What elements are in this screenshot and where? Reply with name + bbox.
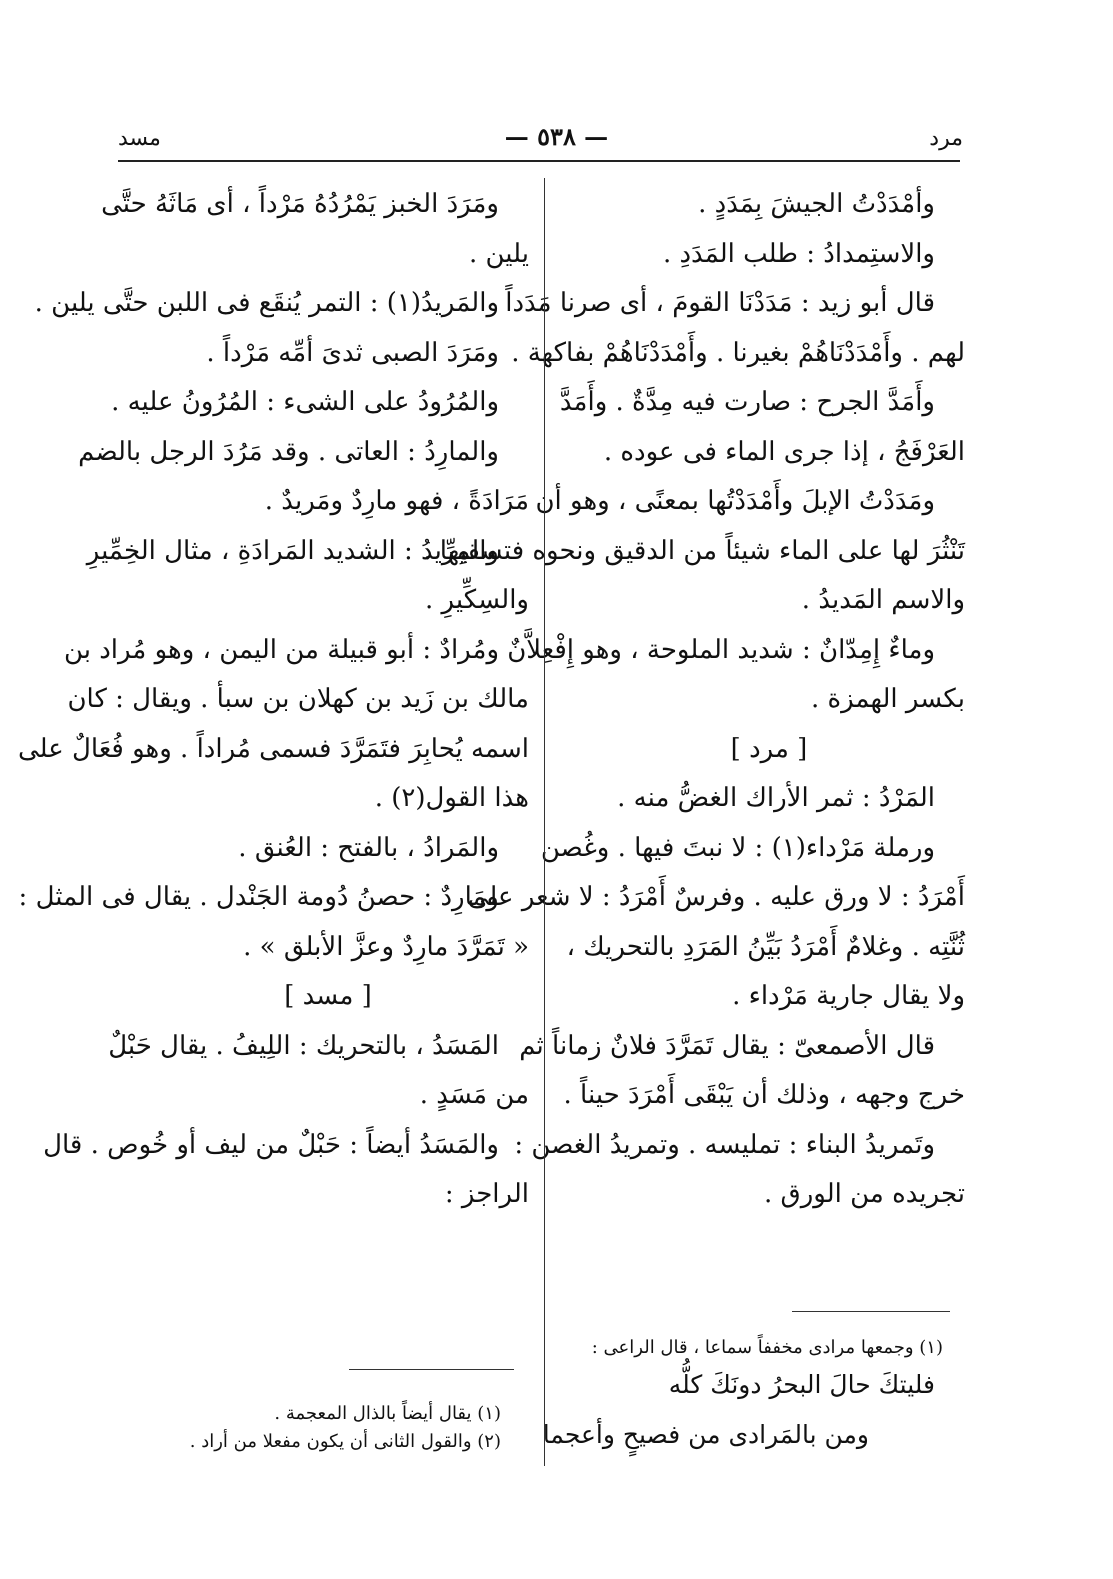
- text-line: يلين .: [468, 238, 529, 269]
- text-line: والاستِمدادُ : طلب المَدَدِ .: [662, 238, 935, 269]
- text-line: مَرَادَةً ، فهو مارِدٌ ومَريدٌ .: [264, 486, 529, 516]
- text-line: ورملة مَرْداء(١) : لا نبتَ فيها . وغُصن: [540, 832, 935, 863]
- text-line: قال أبو زيد : مَدَدْنَا القومَ ، أى صرنا مَدَداً: [505, 288, 935, 318]
- header-root-word-right: مرد: [929, 126, 963, 151]
- text-line: من مَسَدٍ .: [419, 1080, 529, 1110]
- text-line: خرج وجهه ، وذلك أن يَبْقَى أَمْرَدَ حيناً .: [563, 1080, 965, 1110]
- text-line: العَرْفَجُ ، إذا جرى الماء فى عوده .: [603, 436, 965, 467]
- text-line: أَمْرَدُ : لا ورق عليه . وفرسٌ أَمْرَدُ : لا شعر على: [467, 882, 965, 912]
- text-line: والمَسَدُ أيضاً : حَبْلٌ من ليف أو خُوص . قال: [43, 1129, 499, 1160]
- footnote-left-2: (٢) والقول الثانى أن يكون مفعلا من أراد .: [189, 1431, 501, 1452]
- left-column: [17, 180, 529, 1220]
- text-line: « تَمَرَّدَ مارِدٌ وعزَّ الأبلق » .: [243, 931, 529, 962]
- text-line: تجريده من الورق .: [764, 1179, 965, 1209]
- text-line: ومَارِدٌ : حصنُ دُومة الجَنْدل . يقال فى المثل :: [18, 882, 499, 912]
- text-line: لهم . وأَمْدَدْنَاهُمْ بغيرنا . وأَمْدَدْنَاهُمْ بفاكهة .: [511, 337, 965, 368]
- text-line: مالك بن زَيد بن كهلان بن سبأ . ويقال : كان: [67, 684, 529, 714]
- text-line: والسِكِّيرِ .: [425, 585, 529, 615]
- text-line: والمَرادُ ، بالفتح : العُنق .: [238, 832, 499, 863]
- footnote-verse-1: فليتكَ حالَ البحرُ دونَكَ كلُّه: [668, 1370, 935, 1399]
- text-line: هذا القول(٢) .: [374, 783, 529, 813]
- column-separator: [544, 178, 545, 1466]
- text-line: المَرْدُ : ثمر الأراك الغضُّ منه .: [617, 783, 935, 813]
- section-heading: [ مسد ]: [284, 981, 372, 1011]
- header-rule: [118, 160, 960, 162]
- text-line: ومَرَدَ الخبز يَمْرُدُهُ مَرْداً ، أى مَاثَهُ حتَّى: [101, 189, 499, 219]
- text-line: والمُرُودُ على الشىء : المُرُونُ عليه .: [111, 387, 499, 417]
- footnote-left-1: (١) يقال أيضاً بالذال المعجمة .: [274, 1403, 501, 1424]
- text-line: الراجز :: [444, 1179, 529, 1209]
- text-line: وتَمريدُ البناء : تمليسه . وتمريدُ الغصن :: [514, 1129, 935, 1160]
- text-line: اسمه يُحابِرَ فتَمَرَّدَ فسمى مُراداً . وهو فُعَالٌ على: [17, 733, 529, 764]
- footnote-verse-2: ومن بالمَرادى من فصيحٍ وأعجما: [542, 1420, 869, 1449]
- text-line: ومَرَدَ الصبى ثدىَ أمِّه مَرْداً .: [206, 337, 499, 368]
- header-root-word-left: مسد: [118, 126, 161, 151]
- page-number: — ٥٣٨ —: [504, 122, 609, 151]
- footnote-rule-right: [792, 1311, 950, 1312]
- text-line: ومَدَدْتُ الإبلَ وأَمْدَدْتُها بمعنًى ، وهو أن: [535, 486, 935, 516]
- section-heading: [ مرد ]: [730, 733, 808, 764]
- footnote-rule-left: [349, 1369, 514, 1370]
- text-line: ثُنَّتِه . وغلامٌ أَمْرَدُ بَيِّنُ المَرَدِ بالتحريك ،: [566, 931, 965, 962]
- text-line: بكسر الهمزة .: [810, 684, 965, 714]
- text-line: والاسم المَديدُ .: [801, 585, 965, 615]
- text-line: المَسَدُ ، بالتحريك : اللِيفُ . يقال حَبْلٌ: [108, 1030, 499, 1061]
- text-line: قال الأصمعىّ : يقال تَمَرَّدَ فلانٌ زماناً ثم: [519, 1030, 935, 1061]
- text-line: ولا يقال جارية مَرْداء .: [732, 981, 965, 1011]
- text-line: وأمْدَدْتُ الجيشَ بِمَدَدٍ .: [698, 189, 935, 219]
- text-line: تَنْثُرَ لها على الماء شيئاً من الدقيق ونحوه فتسقيها .: [423, 535, 965, 566]
- text-line: ومُرادٌ : أبو قبيلة من اليمن ، وهو مُراد بن: [63, 634, 499, 665]
- text-line: والمارِدُ : العاتى . وقد مَرُدَ الرجل بالضم: [78, 436, 499, 467]
- text-line: وماءٌ إِمِدّانٌ : شديد الملوحة ، وهو إِفْعِلاَّنٌ: [507, 634, 935, 665]
- text-line: والمِرِّيدُ : الشديد المَرادَةِ ، مثال الخِمِّيرِ: [86, 535, 499, 566]
- text-line: وأَمَدَّ الجرح : صارت فيه مِدَّةٌ . وأَمَدَّ: [559, 387, 935, 417]
- text-line: والمَريدُ(١) : التمر يُنقَع فى اللبن حتَّى يلين .: [34, 288, 499, 318]
- footnote-right-1: (١) وجمعها مرادى مخففاً سماعا ، قال الراعى :: [591, 1337, 943, 1358]
